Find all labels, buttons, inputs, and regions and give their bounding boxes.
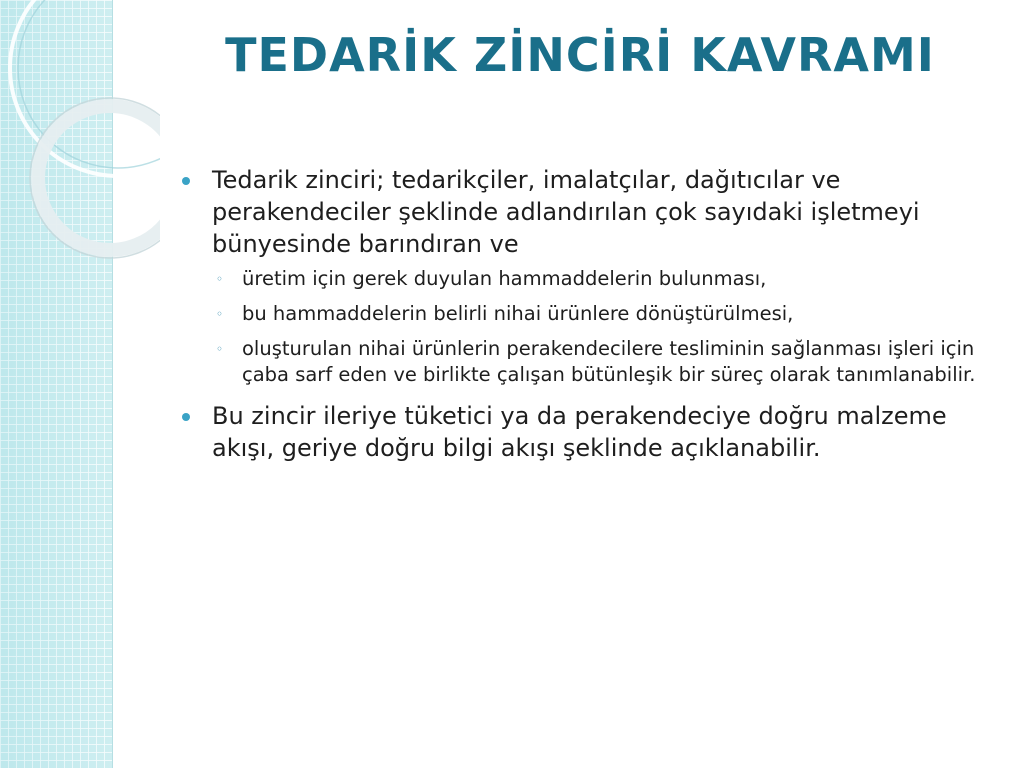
bullet-list [180, 164, 980, 464]
decorative-circles-graphic [0, 0, 160, 260]
sub-bullet-list [212, 266, 980, 388]
hollow-circle-bullet-icon: ◦ [216, 307, 224, 321]
bullet-item [180, 400, 980, 464]
filled-circle-bullet-icon [182, 177, 190, 185]
sub-bullet-item [212, 336, 980, 388]
large-arc-ring [10, 0, 160, 176]
hollow-circle-bullet-icon: ◦ [216, 272, 224, 286]
sub-bullet-item [212, 266, 980, 292]
sub-bullet-text: bu hammaddelerin belirli nihai ürünlere dönüştürülmesi, [242, 302, 794, 325]
hollow-circle-bullet-icon: ◦ [216, 342, 224, 356]
small-arc-ring [38, 106, 160, 250]
filled-circle-bullet-icon [182, 413, 190, 421]
bullet-item [180, 164, 980, 388]
bullet-text: Tedarik zinciri; tedarikçiler, imalatçılar, dağıtıcılar ve perakendeciler şeklinde adlandırılan çok sayıdaki işletmeyi bünyesinde barındıran ve [212, 166, 920, 258]
bullet-text: Bu zincir ileriye tüketici ya da perakendeciye doğru malzeme akışı, geriye doğru bilgi akışı şeklinde açıklanabilir. [212, 402, 947, 462]
sub-bullet-text: oluşturulan nihai ürünlerin perakendecilere tesliminin sağlanması işleri için çaba sarf eden ve birlikte çalışan bütünleşik bir süreç olarak tanımlanabilir. [242, 337, 976, 386]
small-arc-ring-outline [30, 98, 160, 258]
slide-content [180, 164, 980, 476]
sub-bullet-item [212, 301, 980, 327]
slide-title: TEDARİK ZİNCİRİ KAVRAMI [225, 28, 935, 82]
sub-bullet-text: üretim için gerek duyulan hammaddelerin bulunması, [242, 267, 767, 290]
